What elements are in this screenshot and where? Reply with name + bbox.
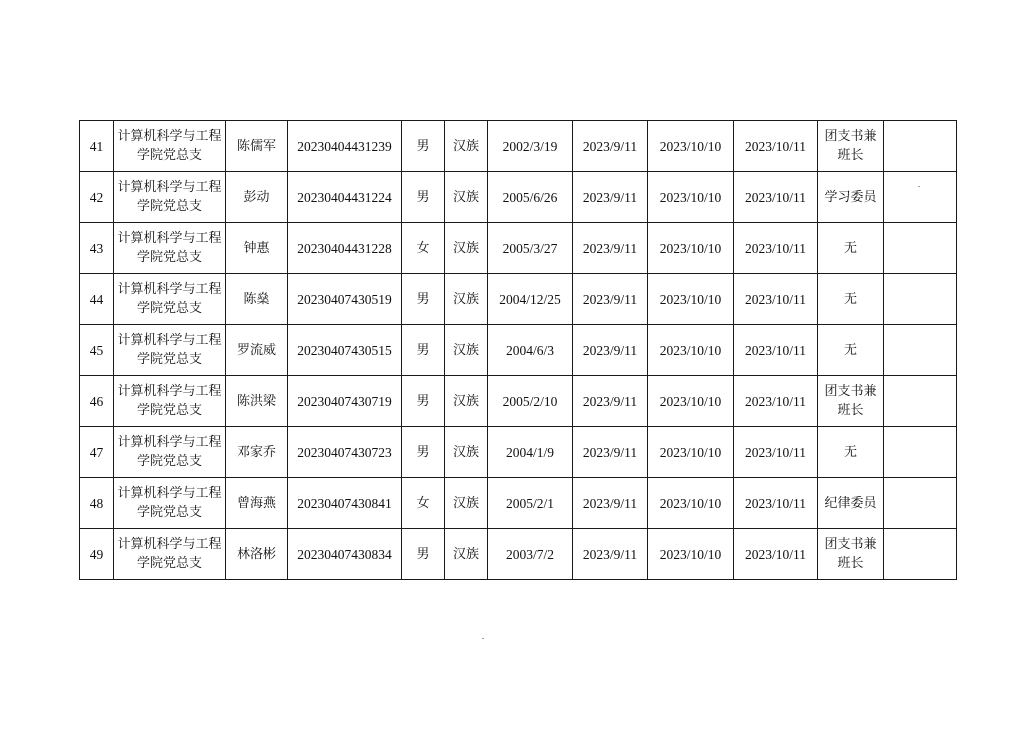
cell-date-1: 2023/9/11 xyxy=(573,121,648,172)
cell-party-branch: 计算机科学与工程学院党总支 xyxy=(114,274,226,325)
cell-role: 无 xyxy=(818,325,884,376)
cell-ethnicity: 汉族 xyxy=(445,529,488,580)
table-row xyxy=(80,478,957,529)
cell-party-branch: 计算机科学与工程学院党总支 xyxy=(114,376,226,427)
cell-date-1: 2023/9/11 xyxy=(573,223,648,274)
cell-remark xyxy=(884,376,957,427)
cell-gender: 男 xyxy=(402,172,445,223)
cell-gender: 男 xyxy=(402,274,445,325)
cell-role: 学习委员 xyxy=(818,172,884,223)
cell-birth-date: 2005/3/27 xyxy=(488,223,573,274)
cell-date-2: 2023/10/10 xyxy=(648,121,734,172)
cell-date-1: 2023/9/11 xyxy=(573,325,648,376)
cell-role: 团支书兼班长 xyxy=(818,529,884,580)
cell-remark xyxy=(884,223,957,274)
cell-date-1: 2023/9/11 xyxy=(573,478,648,529)
cell-date-1: 2023/9/11 xyxy=(573,376,648,427)
cell-student-id: 20230407430719 xyxy=(288,376,402,427)
cell-remark xyxy=(884,274,957,325)
cell-date-3: 2023/10/11 xyxy=(734,223,818,274)
cell-gender: 女 xyxy=(402,478,445,529)
cell-student-id: 20230407430841 xyxy=(288,478,402,529)
cell-date-3: 2023/10/11 xyxy=(734,274,818,325)
cell-party-branch: 计算机科学与工程学院党总支 xyxy=(114,529,226,580)
cell-birth-date: 2002/3/19 xyxy=(488,121,573,172)
cell-index: 41 xyxy=(80,121,114,172)
cell-party-branch: 计算机科学与工程学院党总支 xyxy=(114,478,226,529)
scan-speck xyxy=(482,638,484,639)
roster-body xyxy=(80,121,957,580)
cell-remark xyxy=(884,325,957,376)
cell-birth-date: 2005/2/1 xyxy=(488,478,573,529)
cell-role: 无 xyxy=(818,223,884,274)
cell-birth-date: 2004/1/9 xyxy=(488,427,573,478)
cell-index: 44 xyxy=(80,274,114,325)
cell-party-branch: 计算机科学与工程学院党总支 xyxy=(114,427,226,478)
cell-birth-date: 2003/7/2 xyxy=(488,529,573,580)
member-roster-table xyxy=(79,120,957,580)
cell-gender: 男 xyxy=(402,325,445,376)
cell-party-branch: 计算机科学与工程学院党总支 xyxy=(114,325,226,376)
cell-date-3: 2023/10/11 xyxy=(734,376,818,427)
cell-role: 纪律委员 xyxy=(818,478,884,529)
cell-name: 钟惠 xyxy=(226,223,288,274)
table-row xyxy=(80,529,957,580)
cell-name: 陈儒军 xyxy=(226,121,288,172)
table-row xyxy=(80,325,957,376)
cell-date-1: 2023/9/11 xyxy=(573,529,648,580)
cell-date-3: 2023/10/11 xyxy=(734,427,818,478)
cell-date-3: 2023/10/11 xyxy=(734,529,818,580)
cell-date-3: 2023/10/11 xyxy=(734,478,818,529)
cell-student-id: 20230407430723 xyxy=(288,427,402,478)
cell-date-2: 2023/10/10 xyxy=(648,478,734,529)
cell-birth-date: 2005/6/26 xyxy=(488,172,573,223)
cell-name: 罗流威 xyxy=(226,325,288,376)
cell-index: 43 xyxy=(80,223,114,274)
cell-index: 45 xyxy=(80,325,114,376)
cell-student-id: 20230404431239 xyxy=(288,121,402,172)
cell-student-id: 20230404431228 xyxy=(288,223,402,274)
cell-student-id: 20230407430519 xyxy=(288,274,402,325)
cell-date-2: 2023/10/10 xyxy=(648,274,734,325)
cell-party-branch: 计算机科学与工程学院党总支 xyxy=(114,172,226,223)
cell-date-2: 2023/10/10 xyxy=(648,529,734,580)
cell-remark xyxy=(884,427,957,478)
cell-birth-date: 2004/12/25 xyxy=(488,274,573,325)
cell-date-2: 2023/10/10 xyxy=(648,172,734,223)
cell-party-branch: 计算机科学与工程学院党总支 xyxy=(114,223,226,274)
cell-role: 无 xyxy=(818,427,884,478)
cell-ethnicity: 汉族 xyxy=(445,376,488,427)
cell-index: 48 xyxy=(80,478,114,529)
cell-name: 邓家乔 xyxy=(226,427,288,478)
cell-date-1: 2023/9/11 xyxy=(573,427,648,478)
cell-index: 49 xyxy=(80,529,114,580)
cell-name: 陈燊 xyxy=(226,274,288,325)
cell-date-1: 2023/9/11 xyxy=(573,274,648,325)
cell-remark xyxy=(884,529,957,580)
cell-remark xyxy=(884,172,957,223)
cell-ethnicity: 汉族 xyxy=(445,427,488,478)
cell-ethnicity: 汉族 xyxy=(445,121,488,172)
cell-role: 团支书兼班长 xyxy=(818,376,884,427)
cell-role: 团支书兼班长 xyxy=(818,121,884,172)
cell-remark xyxy=(884,121,957,172)
cell-role: 无 xyxy=(818,274,884,325)
cell-date-2: 2023/10/10 xyxy=(648,376,734,427)
cell-party-branch: 计算机科学与工程学院党总支 xyxy=(114,121,226,172)
table-row xyxy=(80,172,957,223)
cell-gender: 男 xyxy=(402,427,445,478)
cell-date-3: 2023/10/11 xyxy=(734,121,818,172)
cell-name: 曾海燕 xyxy=(226,478,288,529)
table-row xyxy=(80,427,957,478)
cell-student-id: 20230404431224 xyxy=(288,172,402,223)
cell-name: 彭动 xyxy=(226,172,288,223)
cell-ethnicity: 汉族 xyxy=(445,274,488,325)
cell-remark xyxy=(884,478,957,529)
cell-name: 陈洪梁 xyxy=(226,376,288,427)
cell-ethnicity: 汉族 xyxy=(445,172,488,223)
cell-name: 林洛彬 xyxy=(226,529,288,580)
cell-date-3: 2023/10/11 xyxy=(734,325,818,376)
table-row xyxy=(80,274,957,325)
cell-ethnicity: 汉族 xyxy=(445,223,488,274)
cell-ethnicity: 汉族 xyxy=(445,478,488,529)
cell-gender: 男 xyxy=(402,529,445,580)
cell-student-id: 20230407430834 xyxy=(288,529,402,580)
cell-date-3: 2023/10/11 xyxy=(734,172,818,223)
cell-gender: 男 xyxy=(402,121,445,172)
table-row xyxy=(80,121,957,172)
cell-birth-date: 2005/2/10 xyxy=(488,376,573,427)
cell-date-2: 2023/10/10 xyxy=(648,427,734,478)
cell-student-id: 20230407430515 xyxy=(288,325,402,376)
cell-date-1: 2023/9/11 xyxy=(573,172,648,223)
cell-index: 42 xyxy=(80,172,114,223)
cell-gender: 男 xyxy=(402,376,445,427)
scan-speck xyxy=(918,186,920,187)
cell-index: 46 xyxy=(80,376,114,427)
cell-birth-date: 2004/6/3 xyxy=(488,325,573,376)
cell-index: 47 xyxy=(80,427,114,478)
roster-sheet xyxy=(79,120,957,580)
cell-ethnicity: 汉族 xyxy=(445,325,488,376)
table-row xyxy=(80,223,957,274)
cell-date-2: 2023/10/10 xyxy=(648,223,734,274)
table-row xyxy=(80,376,957,427)
cell-date-2: 2023/10/10 xyxy=(648,325,734,376)
cell-gender: 女 xyxy=(402,223,445,274)
